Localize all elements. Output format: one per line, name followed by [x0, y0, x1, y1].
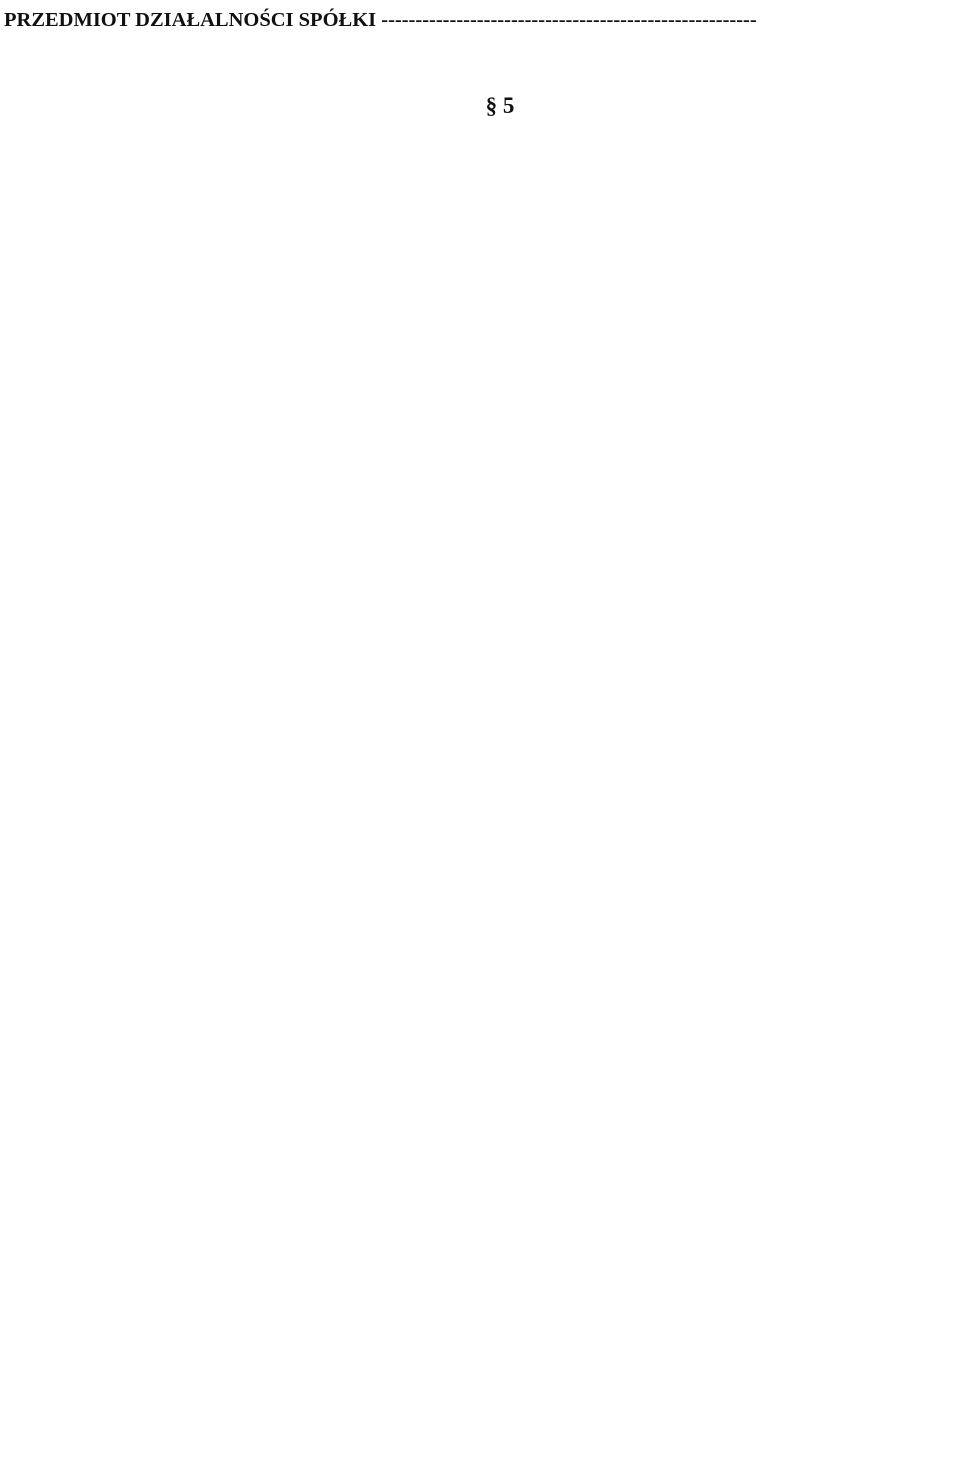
paragraph-number: § 5	[485, 93, 515, 118]
section-heading: PRZEDMIOT DZIAŁALNOŚCI SPÓŁKI -------------------------------------------------------	[4, 9, 757, 31]
